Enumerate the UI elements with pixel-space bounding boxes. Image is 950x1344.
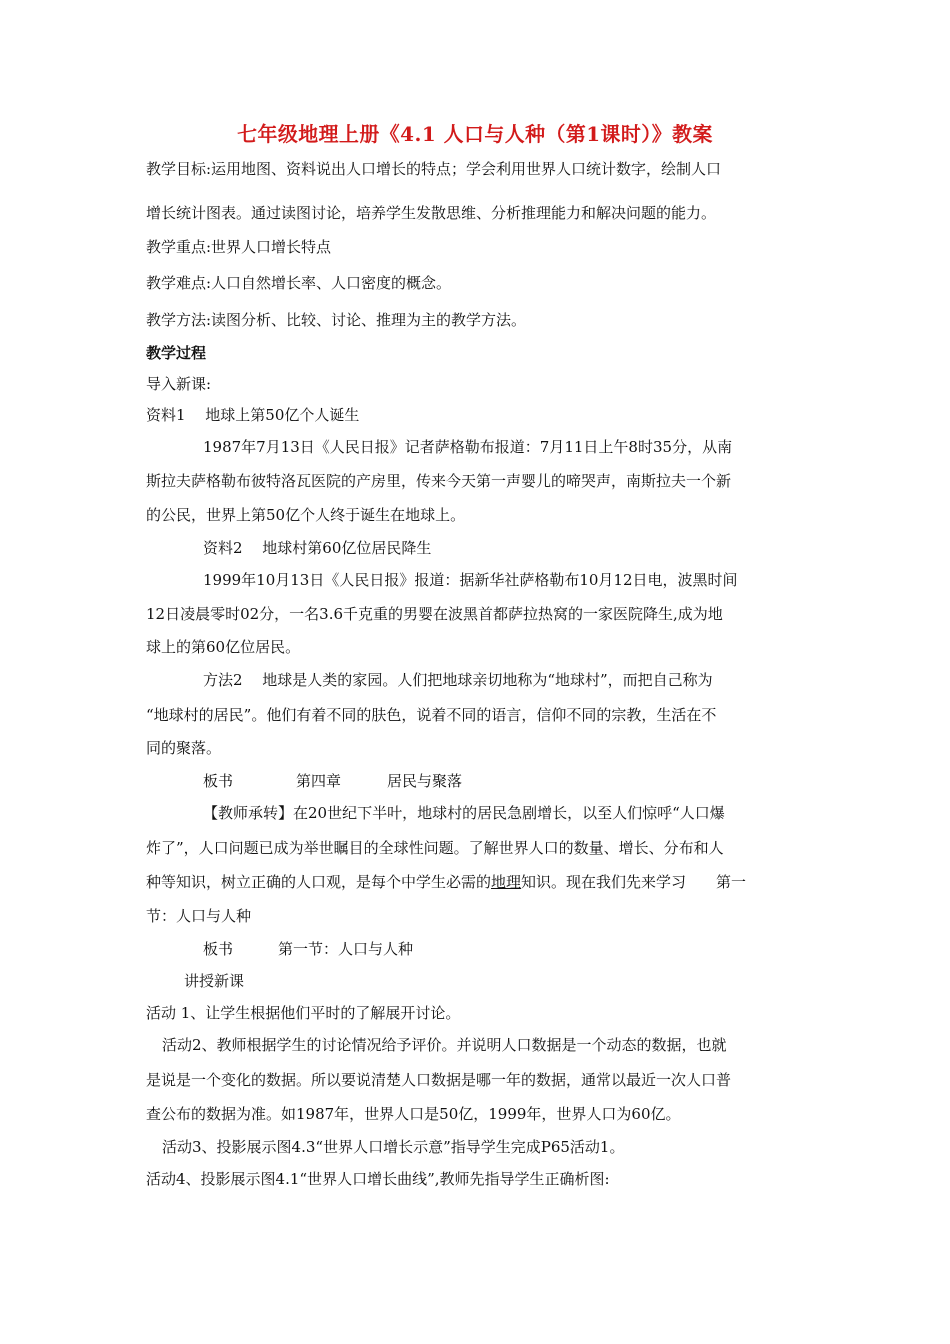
activity-3: 活动3、投影展示图4.3“世界人口增长示意”指导学生完成P65活动1。 (162, 1138, 625, 1156)
method2-line-3: 同的聚落。 (146, 739, 222, 757)
board-label-1: 板书 (203, 772, 234, 790)
activity-2-line-2: 是说是一个变化的数据。所以要说清楚人口数据是哪一年的数据，通常以最近一次人口普 (146, 1071, 732, 1089)
teacher-line-2: 炸了”，人口问题已成为举世瞩目的全球性问题。了解世界人口的数量、增长、分布和人 (146, 839, 724, 857)
difficulty: 教学难点:人口自然增长率、人口密度的概念。 (146, 274, 452, 292)
material2-line-1: 1999年10月13日《人民日报》报道：据新华社萨格勒布10月12日电，波黑时间 (203, 571, 738, 589)
teacher-line-3-end: 知识。现在我们先来学习 第一 (521, 873, 747, 891)
intro-label: 导入新课: (146, 375, 212, 393)
activity-1: 活动 1、让学生根据他们平时的了解展开讨论。 (146, 1004, 461, 1022)
teaching-method: 教学方法:读图分析、比较、讨论、推理为主的教学方法。 (146, 311, 527, 329)
key-point: 教学重点:世界人口增长特点 (146, 238, 332, 256)
objective-line-1: 教学目标:运用地图、资料说出人口增长的特点；学会利用世界人口统计数字，绘制人口 (146, 160, 722, 178)
material1-line-1: 1987年7月13日《人民日报》记者萨格勒布报道：7月11日上午8时35分，从南 (203, 438, 733, 456)
activity-2-line-3: 查公布的数据为准。如1987年，世界人口是50亿，1999年，世界人口为60亿。 (146, 1105, 681, 1123)
board-chapter: 第四章 (296, 772, 342, 790)
process-heading: 教学过程 (146, 344, 207, 362)
activity-4: 活动4、投影展示图4.1“世界人口增长曲线”,教师先指导学生正确析图: (146, 1170, 610, 1188)
material1-line-2: 斯拉夫萨格勒布彼特洛瓦医院的产房里，传来今天第一声婴儿的啼哭声，南斯拉夫一个新 (146, 472, 732, 490)
teacher-line-3-start: 种等知识，树立正确的人口观，是每个中学生必需的 (146, 873, 492, 891)
teacher-line-1: 【教师承转】在20世纪下半叶，地球村的居民急剧增长，以至人们惊呼“人口爆 (203, 804, 725, 822)
document-title: 七年级地理上册《4.1 人口与人种（第1课时）》教案 (237, 122, 713, 146)
material2-title: 资料2 地球村第60亿位居民降生 (203, 539, 432, 557)
material1-title: 资料1 地球上第50亿个人诞生 (146, 406, 360, 424)
lecture-label: 讲授新课 (184, 972, 245, 990)
method2-line-1: 方法2 地球是人类的家园。人们把地球亲切地称为“地球村”，而把自己称为 (203, 671, 713, 689)
teacher-line-3 (146, 872, 746, 892)
board-label-2: 板书 (203, 940, 234, 958)
activity-2-line-1: 活动2、教师根据学生的讨论情况给予评价。并说明人口数据是一个动态的数据，也就 (162, 1036, 727, 1054)
board-section-title: 第一节：人口与人种 (278, 940, 414, 958)
material2-line-2: 12日凌晨零时02分，一名3.6千克重的男婴在波黑首都萨拉热窝的一家医院降生,成为地 (146, 605, 723, 623)
material1-line-3: 的公民，世界上第50亿个人终于诞生在地球上。 (146, 506, 466, 524)
material2-line-3: 球上的第60亿位居民。 (146, 638, 301, 656)
geography-link-text: 地理 (491, 873, 522, 891)
board-chapter-title: 居民与聚落 (387, 772, 463, 790)
objective-line-2: 增长统计图表。通过读图讨论，培养学生发散思维、分析推理能力和解决问题的能力。 (146, 204, 717, 222)
teacher-line-4: 节：人口与人种 (146, 907, 252, 925)
method2-line-2: “地球村的居民”。他们有着不同的肤色，说着不同的语言，信仰不同的宗教，生活在不 (146, 706, 717, 724)
